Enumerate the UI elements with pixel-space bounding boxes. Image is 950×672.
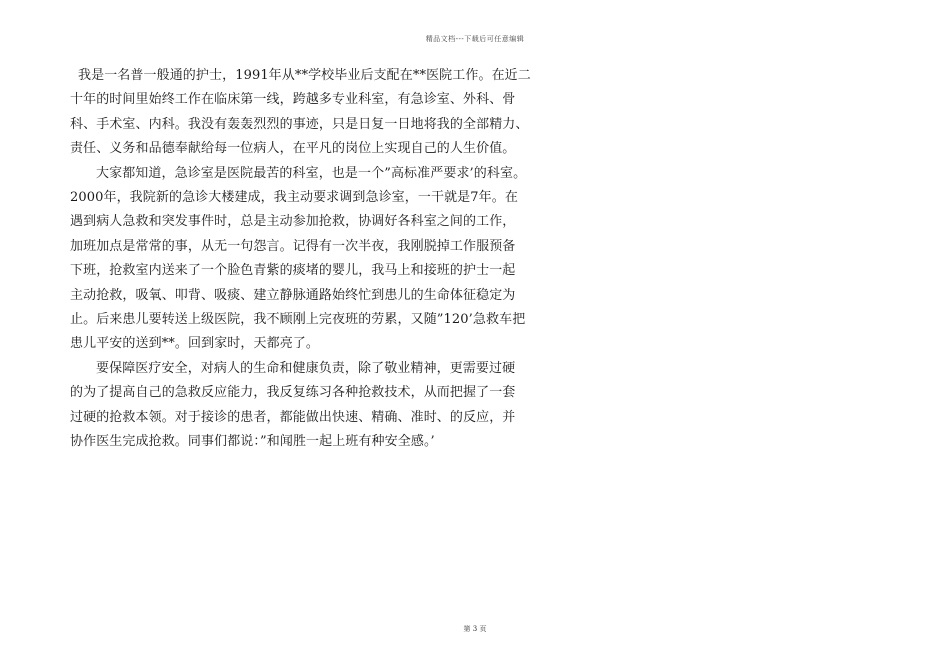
text-line: 大家都知道，急诊室是医院最苦的科室，也是一个”高标准严要求’的科室。 [96, 165, 527, 181]
text-line: 的为了提高自己的急救反应能力，我反复练习各种抢救技术，从而把握了一套 [70, 385, 516, 401]
page-number: 第 3 页 [463, 625, 487, 633]
text-line: 2000年，我院新的急诊大楼建成，我主动要求调到急诊室，一干就是7年。在 [70, 190, 518, 206]
text-line: 责任、义务和品德奉献给每一位病人，在平凡的岗位上实现自己的人生价值。 [70, 141, 516, 157]
text-line: 主动抢救，吸氧、叩背、吸痰、建立静脉通路始终忙到患儿的生命体征稳定为 [70, 287, 516, 303]
text-line: 遇到病人急救和突发事件时，总是主动参加抢救，协调好各科室之间的工作， [70, 214, 516, 230]
paragraph-1 [70, 64, 531, 162]
document-body [70, 64, 531, 455]
text-line: 加班加点是常常的事，从无一句怨言。记得有一次半夜，我刚脱掉工作服预备 [70, 238, 516, 254]
text-line: 止。后来患儿要转送上级医院，我不顾刚上完夜班的劳累，又随”120’急救车把 [70, 312, 526, 328]
text-line: 十年的时间里始终工作在临床第一线，跨越多专业科室，有急诊室、外科、骨 [70, 92, 516, 108]
text-line: 患儿平安的送到**。回到家时，天都亮了。 [70, 336, 320, 352]
text-line: 过硬的抢救本领。对于接诊的患者，都能做出快速、精确、准时、的反应，并 [70, 409, 516, 425]
page-header: 精品文档---下载后可任意编辑 [425, 35, 525, 43]
text-line: 协作医生完成抢救。同事们都说：”和闻胜一起上班有种安全感。’ [70, 434, 435, 450]
paragraph-2 [70, 162, 527, 357]
text-line: 科、手术室、内科。我没有轰轰烈烈的事迹，只是日复一日地将我的全部精力、 [70, 116, 529, 132]
text-line: 我是一名普一般通的护士，1991年从**学校毕业后支配在**医院工作。在近二 [78, 68, 531, 83]
text-line: 下班，抢救室内送来了一个脸色青紫的痰堵的婴儿，我马上和接班的护士一起 [70, 263, 516, 279]
paragraph-3 [70, 357, 516, 455]
text-line: 要保障医疗安全，对病人的生命和健康负责，除了敬业精神，更需要过硬 [96, 360, 516, 376]
